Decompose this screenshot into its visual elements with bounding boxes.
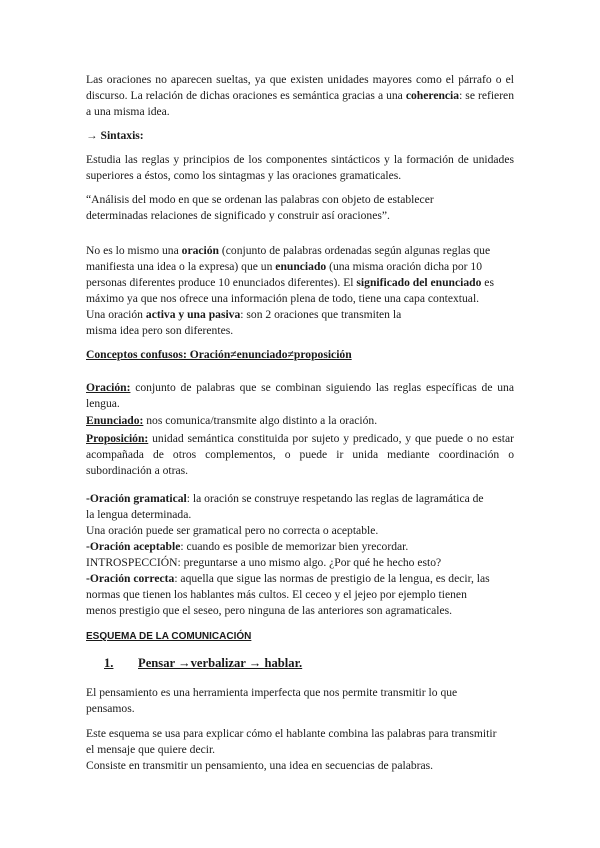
quote-paragraph xyxy=(86,192,514,224)
esquema-paragraph xyxy=(86,726,514,774)
sintaxis-heading xyxy=(86,128,514,144)
esquema-heading xyxy=(104,655,532,671)
activa-pasiva-term: activa y una pasiva xyxy=(145,308,241,321)
enunciado-term: enunciado xyxy=(275,260,327,273)
enunciado-def-text: nos comunica/transmite algo distinto a la oración. xyxy=(143,414,378,427)
coherencia-term: coherencia xyxy=(405,89,460,102)
text-line: Una oración puede ser gramatical pero no correcta o aceptable. xyxy=(86,524,379,537)
correcta-label: -Oración correcta xyxy=(86,572,175,585)
text-line: Este esquema se usa para explicar cómo el hablante combina las palabras para transmitir xyxy=(86,727,497,740)
text-line: pensamos. xyxy=(86,702,135,715)
text-line: El pensamiento es una herramienta imperfecta que nos permite transmitir lo que xyxy=(86,686,458,699)
sintaxis-title: Sintaxis: xyxy=(100,129,144,142)
text-line: Una oración activa y una pasiva: son 2 oraciones que transmiten la xyxy=(86,308,402,321)
text-line: la lengua determinada. xyxy=(86,508,192,521)
text-line: personas diferentes produce 10 enunciados diferentes). El significado del enunciado es xyxy=(86,276,494,289)
quote-open: “ xyxy=(86,193,92,206)
oracion-label: Oración: xyxy=(86,381,131,394)
def-proposicion xyxy=(86,431,514,479)
text-line: -Oración gramatical: la oración se construye respetando las reglas de lagramática de xyxy=(86,492,484,505)
oracion-term: oración xyxy=(181,244,220,257)
conceptos-heading xyxy=(86,347,514,363)
pensamiento-paragraph xyxy=(86,685,514,717)
text-line: máximo ya que nos ofrece una información plena de todo, tiene una capa contextual. xyxy=(86,292,480,305)
sintaxis-paragraph: Estudia las reglas y principios de los componentes sintácticos y la formación de unidades superiores a éstos, como los sintagmas y las oraciones gramaticales. xyxy=(86,153,514,182)
text-line: el mensaje que quiere decir. xyxy=(86,743,216,756)
text-line: misma idea pero son diferentes. xyxy=(86,324,234,337)
arrow-icon: → xyxy=(86,129,98,142)
esquema-title-text: ESQUEMA DE LA COMUNICACIÓN xyxy=(86,631,252,642)
list-number: 1. xyxy=(104,656,114,670)
quote-line xyxy=(86,192,514,208)
text-line: -Oración aceptable: cuando es posible de memorizar bien yrecordar. xyxy=(86,540,409,553)
quote-text: determinadas relaciones de significado y construir así oraciones xyxy=(86,209,382,222)
quote-text: Análisis del modo en que se ordenan las palabras con objeto de establecer xyxy=(91,193,434,206)
enunciado-label: Enunciado: xyxy=(86,414,144,427)
gramatical-section xyxy=(86,491,514,619)
significado-term: significado del enunciado xyxy=(356,276,482,289)
aceptable-label: -Oración aceptable xyxy=(86,540,181,553)
esquema-heading-text: Pensar →verbalizar → hablar. xyxy=(138,656,303,670)
text-line: INTROSPECCIÓN: preguntarse a uno mismo algo. ¿Por qué he hecho esto? xyxy=(86,556,442,569)
text-line: -Oración correcta: aquella que sigue las normas de prestigio de la lengua, es decir, las xyxy=(86,572,490,585)
gramatical-label: -Oración gramatical xyxy=(86,492,187,505)
text-line: normas que tienen los hablantes más cultos. El ceceo y el jejeo por ejemplo tienen xyxy=(86,588,467,601)
text-line: menos prestigio que el seseo, pero ninguna de las anteriores son agramaticales. xyxy=(86,604,453,617)
proposicion-label: Proposición: xyxy=(86,432,149,445)
conceptos-title: Conceptos confusos: Oración≠enunciado≠proposición xyxy=(86,348,352,361)
text-line: Consiste en transmitir un pensamiento, una idea en secuencias de palabras. xyxy=(86,759,434,772)
text-line: manifiesta una idea o la expresa) que un enunciado (una misma oración dicha por 10 xyxy=(86,260,483,273)
proposicion-def-text: unidad semántica constituida por sujeto y predicado, y que puede o no estar acompañada de otros complementos, o puede ir unida mediante coordinación o subordinación a otras. xyxy=(86,432,514,477)
quote-line xyxy=(86,208,514,224)
quote-close: ”. xyxy=(381,209,390,222)
oracion-enunciado-paragraph xyxy=(86,243,514,339)
def-oracion xyxy=(86,380,514,412)
esquema-title xyxy=(86,628,514,645)
intro-text-end: : se refieren a una misma idea. xyxy=(86,89,514,118)
intro-paragraph xyxy=(86,72,514,120)
def-enunciado xyxy=(86,413,514,429)
intro-text: Las oraciones no aparecen sueltas, ya que existen unidades mayores como el párrafo o el discurso. La relación de dichas oraciones es semántica gracias a una xyxy=(86,73,514,102)
oracion-def-text: conjunto de palabras que se combinan siguiendo las reglas específicas de una lengua. xyxy=(86,381,514,410)
text-line: No es lo mismo una oración (conjunto de palabras ordenadas según algunas reglas que xyxy=(86,244,491,257)
